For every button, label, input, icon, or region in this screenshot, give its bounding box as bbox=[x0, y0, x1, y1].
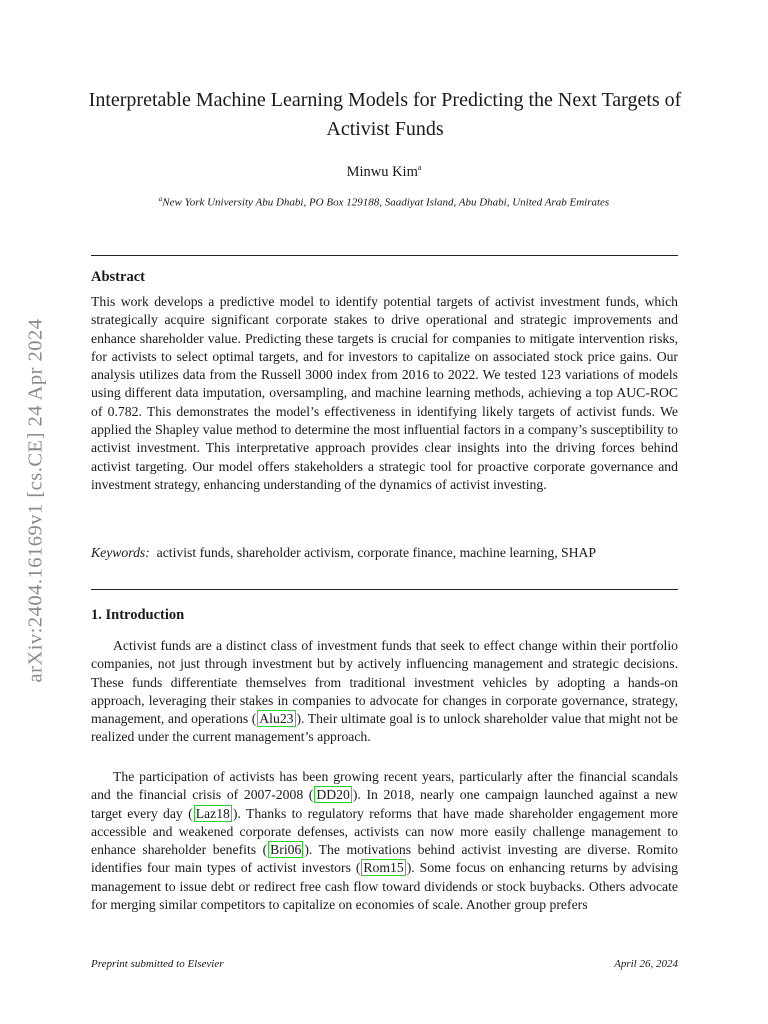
intro-paragraph-2 bbox=[91, 768, 678, 914]
author-name: Minwu Kim bbox=[346, 163, 418, 180]
intro-paragraph-1 bbox=[91, 637, 678, 747]
footer-date: April 26, 2024 bbox=[614, 958, 678, 970]
arxiv-identifier-stamp bbox=[18, 270, 54, 730]
citation-link-rom15[interactable]: Rom15 bbox=[363, 860, 404, 876]
citation-link-laz18[interactable]: Laz18 bbox=[195, 805, 230, 821]
abstract-heading: Abstract bbox=[91, 269, 145, 285]
keywords bbox=[91, 544, 678, 562]
arxiv-identifier-text: arXiv:2404.16169v1 [cs.CE] 24 Apr 2024 bbox=[24, 317, 47, 683]
abstract-bottom-rule bbox=[91, 589, 678, 590]
paper-title: Interpretable Machine Learning Models for Predicting the Next Targets of Activist Funds bbox=[88, 89, 682, 140]
author-affiliation-mark: a bbox=[417, 163, 422, 172]
citation-link-dd20[interactable]: DD20 bbox=[316, 787, 350, 803]
author-line bbox=[0, 163, 768, 181]
intro-p2-text-a: The participation of activists has been growing recent years, particularly after the financial scandals and the financial crisis of 2007-2008 ( bbox=[91, 769, 678, 803]
intro-p2-text-c: ). Thanks to regulatory reforms that have made shareholder engagement more accessible and weakened corporate defenses, activists can now more easily challenge management to enhance shareholder benefits ( bbox=[91, 805, 678, 858]
keywords-text: activist funds, shareholder activism, corporate finance, machine learning, SHAP bbox=[156, 545, 597, 560]
affiliation-mark: a bbox=[158, 195, 163, 203]
citation-link-alu23[interactable]: Alu23 bbox=[259, 711, 294, 727]
section-heading-introduction: 1. Introduction bbox=[91, 607, 185, 623]
citation-link-bri06[interactable]: Bri06 bbox=[270, 842, 302, 858]
keywords-label: Keywords: bbox=[91, 545, 150, 560]
intro-p2-text-e: ). Some focus on enhancing returns by advising management to issue debt or redirect free cash flow toward dividends or stock buybacks. Others advocate for merging similar competitors to capitalize on economies of scale. Another group prefers bbox=[91, 860, 678, 913]
affiliation-text: New York University Abu Dhabi, PO Box 129188, Saadiyat Island, Abu Dhabi, United Arab Emirates bbox=[162, 196, 610, 209]
intro-p1-text-b: ). Their ultimate goal is to unlock shareholder value that might not be realized under the current management’s approach. bbox=[91, 711, 679, 745]
intro-p2-text-d: ). The motivations behind activist investing are diverse. Romito identifies four main types of activist investors ( bbox=[91, 842, 678, 876]
abstract-top-rule bbox=[91, 255, 678, 256]
author-affiliation bbox=[0, 195, 768, 209]
abstract-text: This work develops a predictive model to identify potential targets of activist investment funds, which strategically acquire significant corporate stakes to drive operational and strategic improvements and enhance shareholder value. Predicting these targets is crucial for companies to mitigate intervention risks, for activists to select optimal targets, and for investors to capitalize on associated stock price gains. Our analysis utilizes data from the Russell 3000 index from 2016 to 2022. We tested 123 variations of models using different data imputation, oversampling, and machine learning methods, achieving a top AUC-ROC of 0.782. This demonstrates the model’s effectiveness in identifying likely targets of activist funds. We applied the Shapley value method to determine the most influential factors in a company’s susceptibility to activist investment. This interpretative approach provides clear insights into the driving forces behind activist targeting. Our model offers stakeholders a strategic tool for proactive corporate governance and investment strategy, enhancing understanding of the dynamics of activist investing. bbox=[91, 294, 678, 492]
footer-preprint-note: Preprint submitted to Elsevier bbox=[91, 958, 224, 970]
intro-p2-text-b: ). In 2018, nearly one campaign launched against a new target every day ( bbox=[91, 787, 678, 821]
intro-p1-text-a: Activist funds are a distinct class of investment funds that seek to effect change within their portfolio companies, not just through investment but by actively influencing management and strategic decisions. These funds differentiate themselves from traditional investment vehicles by adopting a hands-on approach, leveraging their stakes in companies to advocate for changes in corporate governance, strategy, management, and operations ( bbox=[91, 638, 678, 727]
